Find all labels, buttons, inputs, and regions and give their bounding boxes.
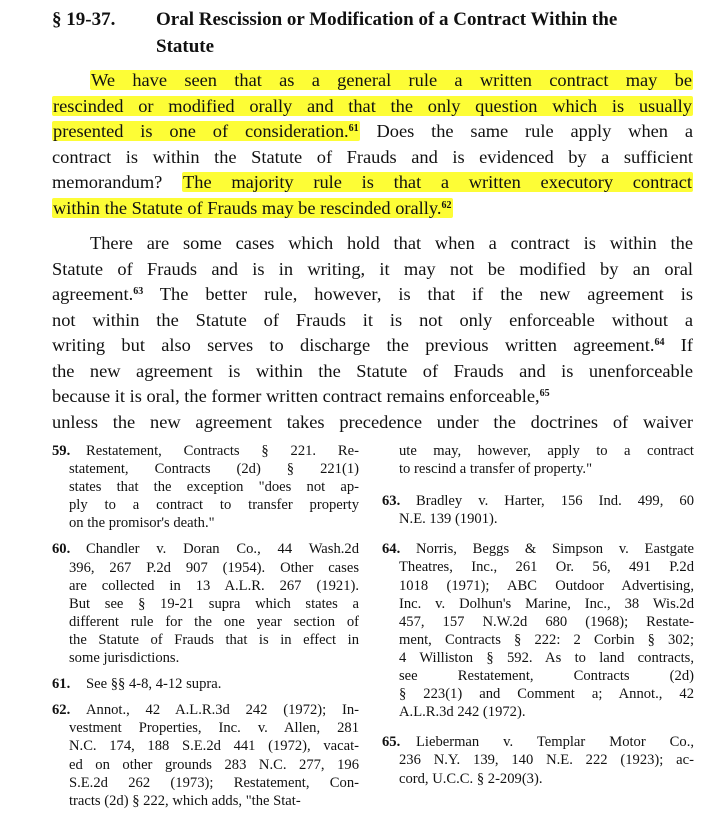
footnote-line: Restatement, Contracts § 221. Re-	[86, 443, 359, 459]
footnotes-left-column	[52, 442, 359, 818]
footnote-number: 65.	[382, 734, 401, 751]
footnote-60	[52, 540, 359, 667]
footnote-line: states that the exception "does not ap-	[69, 479, 359, 496]
footnotes-right-column	[382, 442, 694, 800]
footnote-ref-64[interactable]: 64	[654, 337, 665, 348]
paragraph-1	[52, 68, 693, 221]
footnote-line: statement, Contracts (2d) § 221(1)	[69, 461, 359, 478]
footnote-line: to rescind a transfer of property."	[399, 461, 593, 478]
text-line	[52, 119, 693, 145]
text-run: agreement.	[52, 284, 134, 304]
footnote-line: Lieberman v. Templar Motor Co.,	[416, 734, 694, 751]
footnote-number: 60.	[52, 541, 71, 558]
text-line	[52, 384, 693, 410]
footnote-line: are collected in 13 A.L.R. 267 (1921).	[69, 577, 359, 594]
footnote-line: different rule for the one year section of	[69, 613, 359, 630]
text-run: Does the same rule apply when a	[359, 121, 694, 141]
footnote-line: 1018 (1971); ABC Outdoor Advertising,	[399, 577, 694, 594]
footnote-line: 396, 267 P.2d 907 (1954). Other cases	[69, 559, 359, 576]
footnote-line: Theatres, Inc., 261 Or. 56, 491 P.2d	[399, 559, 694, 576]
text-line: the new agreement is within the Statute of Frauds and is unenforceable	[52, 360, 693, 381]
footnote-line: ute may, however, apply to a contract	[399, 443, 694, 459]
text-run: memorandum?	[52, 172, 183, 192]
footnote-number: 61.	[52, 676, 71, 693]
footnote-line: Chandler v. Doran Co., 44 Wash.2d	[86, 541, 359, 558]
highlight	[52, 198, 453, 218]
footnote-line: some jurisdictions.	[69, 650, 180, 667]
footnote-line: ed on other grounds 283 N.C. 277, 196	[69, 756, 359, 773]
footnote-line: Annot., 42 A.L.R.3d 242 (1972); In-	[86, 702, 359, 719]
footnote-number: 64.	[382, 541, 401, 558]
text-line: unless the new agreement takes precedence under the doctrines of waiver	[52, 411, 693, 432]
text-run: because it is oral, the former written contract remains enforceable,	[52, 386, 540, 406]
footnote-line: § 223(1) and Comment a; Annot., 42	[399, 686, 694, 703]
footnote-line: cord, U.C.C. § 2-209(3).	[399, 770, 543, 787]
paragraph-2	[52, 231, 693, 435]
text-run: If	[664, 335, 693, 355]
footnote-number: 63.	[382, 493, 401, 510]
footnote-line: A.L.R.3d 242 (1972).	[399, 704, 526, 721]
text-line	[52, 196, 693, 222]
footnote-ref-63[interactable]: 63	[133, 286, 144, 297]
text-line: There are some cases which hold that when a contract is within the	[90, 233, 693, 253]
footnote-64	[382, 540, 694, 721]
footnote-line: vestment Properties, Inc. v. Allen, 281	[69, 720, 359, 737]
footnote-63	[382, 492, 694, 528]
footnote-ref-62[interactable]: 62	[441, 199, 452, 211]
footnote-line: N.E. 139 (1901).	[399, 511, 498, 528]
text-line	[52, 170, 693, 196]
footnote-line: Norris, Beggs & Simpson v. Eastgate	[416, 541, 694, 558]
text-line	[52, 282, 693, 308]
highlight: rescinded or modified orally and that the only question which is usually	[53, 95, 692, 116]
footnote-62	[52, 701, 359, 810]
footnote-line: N.C. 174, 188 S.E.2d 441 (1972), vacat-	[69, 738, 359, 755]
footnote-line: Inc. v. Dolhun's Marine, Inc., 38 Wis.2d	[399, 595, 694, 612]
footnote-line: S.E.2d 262 (1973); Restatement, Con-	[69, 774, 359, 791]
footnote-line: see Restatement, Contracts (2d)	[399, 668, 694, 685]
footnote-61	[52, 675, 359, 693]
text-line	[52, 333, 693, 359]
footnote-line: See §§ 4-8, 4-12 supra.	[86, 676, 222, 693]
footnote-line: But see § 19-21 supra which states a	[69, 595, 359, 612]
footnote-59	[52, 442, 359, 532]
section-title-line2: Statute	[156, 36, 215, 57]
footnote-ref-65[interactable]: 65	[539, 388, 550, 399]
highlight: The majority rule is that a written executory contract	[183, 172, 692, 192]
footnote-number: 62.	[52, 702, 71, 719]
footnote-line: ment, Contracts § 222: 2 Corbin § 302;	[399, 631, 694, 648]
footnote-line: ply to a contract to transfer property	[69, 497, 359, 514]
text-run: The better rule, however, is that if the new agreement is	[143, 284, 693, 304]
highlight-text: within the Statute of Frauds may be rescinded orally.	[53, 197, 442, 218]
footnote-line: tracts (2d) § 222, which adds, "the Stat-	[69, 792, 301, 809]
text-line: contract is within the Statute of Frauds and is evidenced by a sufficient	[52, 146, 693, 167]
highlight	[52, 121, 360, 141]
footnote-line: 4 Williston § 592. As to land contracts,	[399, 649, 694, 666]
footnote-line: on the promisor's death."	[69, 515, 215, 532]
highlight: We have seen that as a general rule a written contract may be	[91, 70, 692, 90]
text-run: writing but also serves to discharge the previous written agreement.	[52, 335, 655, 355]
section-heading	[52, 6, 702, 60]
footnote-line: 457, 157 N.W.2d 680 (1968); Restate-	[399, 613, 694, 630]
text-line	[52, 94, 693, 120]
text-line	[52, 68, 693, 94]
text-line: not within the Statute of Frauds it is not only enforceable without a	[52, 309, 693, 330]
highlight-text: presented is one of consideration.	[53, 121, 349, 141]
footnote-continuation	[382, 442, 694, 478]
footnote-number: 59.	[52, 443, 71, 459]
section-title-line1: Oral Rescission or Modification of a Contract Within the	[156, 9, 618, 30]
footnote-line: 236 N.Y. 139, 140 N.E. 222 (1923); ac-	[399, 752, 694, 769]
footnote-line: Bradley v. Harter, 156 Ind. 499, 60	[416, 493, 694, 510]
footnote-65	[382, 733, 694, 787]
section-number: § 19-37.	[52, 9, 116, 30]
text-line: Statute of Frauds and is in writing, it may not be modified by an oral	[52, 258, 693, 279]
footnote-line: the Statute of Frauds that is in effect in	[69, 631, 359, 648]
footnote-ref-61[interactable]: 61	[348, 123, 359, 134]
